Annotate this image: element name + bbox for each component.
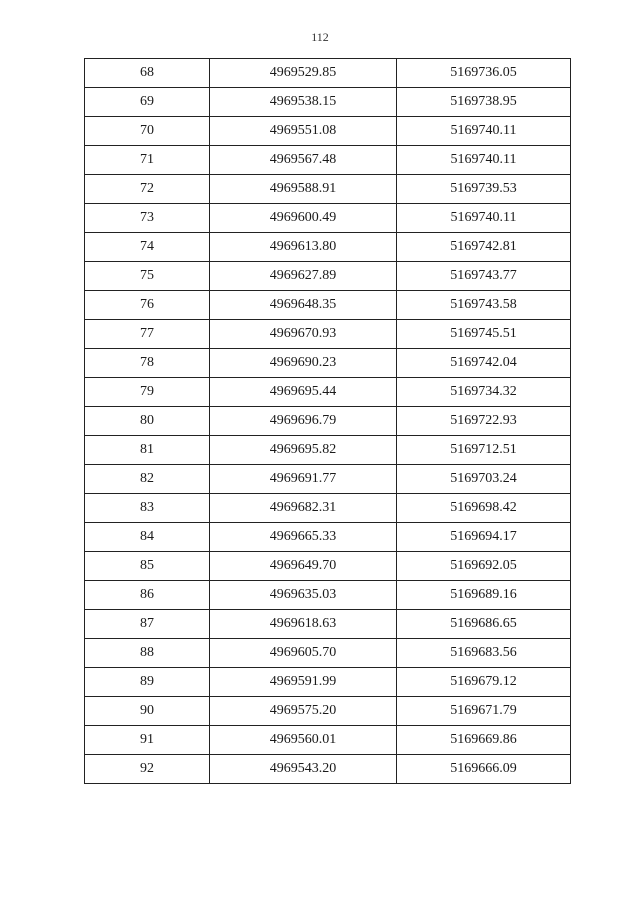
table-row — [85, 349, 571, 378]
table-row — [85, 175, 571, 204]
point-number-cell: 77 — [85, 320, 210, 349]
point-number-cell: 87 — [85, 610, 210, 639]
table-row — [85, 610, 571, 639]
page-number: 112 — [311, 30, 329, 44]
x-coordinate-cell: 4969695.44 — [210, 378, 397, 407]
table-row — [85, 465, 571, 494]
table-row — [85, 146, 571, 175]
point-number-cell: 91 — [85, 726, 210, 755]
y-coordinate-cell: 5169743.58 — [397, 291, 571, 320]
point-number-cell: 84 — [85, 523, 210, 552]
x-coordinate-cell: 4969567.48 — [210, 146, 397, 175]
y-coordinate-cell: 5169742.81 — [397, 233, 571, 262]
table-row — [85, 233, 571, 262]
point-number-cell: 90 — [85, 697, 210, 726]
y-coordinate-cell: 5169669.86 — [397, 726, 571, 755]
x-coordinate-cell: 4969648.35 — [210, 291, 397, 320]
table-row — [85, 697, 571, 726]
y-coordinate-cell: 5169694.17 — [397, 523, 571, 552]
x-coordinate-cell: 4969551.08 — [210, 117, 397, 146]
y-coordinate-cell: 5169743.77 — [397, 262, 571, 291]
table-row — [85, 117, 571, 146]
y-coordinate-cell: 5169712.51 — [397, 436, 571, 465]
y-coordinate-cell: 5169722.93 — [397, 407, 571, 436]
x-coordinate-cell: 4969588.91 — [210, 175, 397, 204]
x-coordinate-cell: 4969605.70 — [210, 639, 397, 668]
table-row — [85, 320, 571, 349]
y-coordinate-cell: 5169689.16 — [397, 581, 571, 610]
x-coordinate-cell: 4969613.80 — [210, 233, 397, 262]
point-number-cell: 78 — [85, 349, 210, 378]
x-coordinate-cell: 4969600.49 — [210, 204, 397, 233]
y-coordinate-cell: 5169692.05 — [397, 552, 571, 581]
point-number-cell: 83 — [85, 494, 210, 523]
x-coordinate-cell: 4969695.82 — [210, 436, 397, 465]
point-number-cell: 69 — [85, 88, 210, 117]
point-number-cell: 82 — [85, 465, 210, 494]
point-number-cell: 68 — [85, 59, 210, 88]
x-coordinate-cell: 4969696.79 — [210, 407, 397, 436]
coordinate-table-body — [85, 59, 571, 784]
y-coordinate-cell: 5169666.09 — [397, 755, 571, 784]
y-coordinate-cell: 5169738.95 — [397, 88, 571, 117]
point-number-cell: 72 — [85, 175, 210, 204]
x-coordinate-cell: 4969682.31 — [210, 494, 397, 523]
point-number-cell: 74 — [85, 233, 210, 262]
x-coordinate-cell: 4969670.93 — [210, 320, 397, 349]
table-row — [85, 407, 571, 436]
x-coordinate-cell: 4969635.03 — [210, 581, 397, 610]
table-row — [85, 726, 571, 755]
x-coordinate-cell: 4969691.77 — [210, 465, 397, 494]
y-coordinate-cell: 5169740.11 — [397, 204, 571, 233]
table-row — [85, 494, 571, 523]
y-coordinate-cell: 5169671.79 — [397, 697, 571, 726]
x-coordinate-cell: 4969649.70 — [210, 552, 397, 581]
point-number-cell: 86 — [85, 581, 210, 610]
y-coordinate-cell: 5169683.56 — [397, 639, 571, 668]
y-coordinate-cell: 5169698.42 — [397, 494, 571, 523]
table-row — [85, 436, 571, 465]
y-coordinate-cell: 5169740.11 — [397, 117, 571, 146]
point-number-cell: 81 — [85, 436, 210, 465]
point-number-cell: 71 — [85, 146, 210, 175]
x-coordinate-cell: 4969529.85 — [210, 59, 397, 88]
y-coordinate-cell: 5169745.51 — [397, 320, 571, 349]
x-coordinate-cell: 4969665.33 — [210, 523, 397, 552]
table-row — [85, 755, 571, 784]
table-row — [85, 552, 571, 581]
x-coordinate-cell: 4969591.99 — [210, 668, 397, 697]
table-row — [85, 204, 571, 233]
y-coordinate-cell: 5169739.53 — [397, 175, 571, 204]
coordinate-table — [84, 58, 571, 784]
point-number-cell: 92 — [85, 755, 210, 784]
y-coordinate-cell: 5169734.32 — [397, 378, 571, 407]
y-coordinate-cell: 5169686.65 — [397, 610, 571, 639]
x-coordinate-cell: 4969538.15 — [210, 88, 397, 117]
table-row — [85, 523, 571, 552]
x-coordinate-cell: 4969618.63 — [210, 610, 397, 639]
point-number-cell: 75 — [85, 262, 210, 291]
point-number-cell: 88 — [85, 639, 210, 668]
table-row — [85, 668, 571, 697]
y-coordinate-cell: 5169679.12 — [397, 668, 571, 697]
point-number-cell: 76 — [85, 291, 210, 320]
point-number-cell: 73 — [85, 204, 210, 233]
x-coordinate-cell: 4969560.01 — [210, 726, 397, 755]
point-number-cell: 79 — [85, 378, 210, 407]
x-coordinate-cell: 4969690.23 — [210, 349, 397, 378]
table-row — [85, 59, 571, 88]
table-row — [85, 88, 571, 117]
y-coordinate-cell: 5169742.04 — [397, 349, 571, 378]
table-row — [85, 581, 571, 610]
y-coordinate-cell: 5169740.11 — [397, 146, 571, 175]
table-row — [85, 291, 571, 320]
point-number-cell: 89 — [85, 668, 210, 697]
x-coordinate-cell: 4969627.89 — [210, 262, 397, 291]
x-coordinate-cell: 4969543.20 — [210, 755, 397, 784]
table-row — [85, 639, 571, 668]
point-number-cell: 85 — [85, 552, 210, 581]
y-coordinate-cell: 5169703.24 — [397, 465, 571, 494]
point-number-cell: 70 — [85, 117, 210, 146]
table-row — [85, 262, 571, 291]
x-coordinate-cell: 4969575.20 — [210, 697, 397, 726]
y-coordinate-cell: 5169736.05 — [397, 59, 571, 88]
table-row — [85, 378, 571, 407]
point-number-cell: 80 — [85, 407, 210, 436]
